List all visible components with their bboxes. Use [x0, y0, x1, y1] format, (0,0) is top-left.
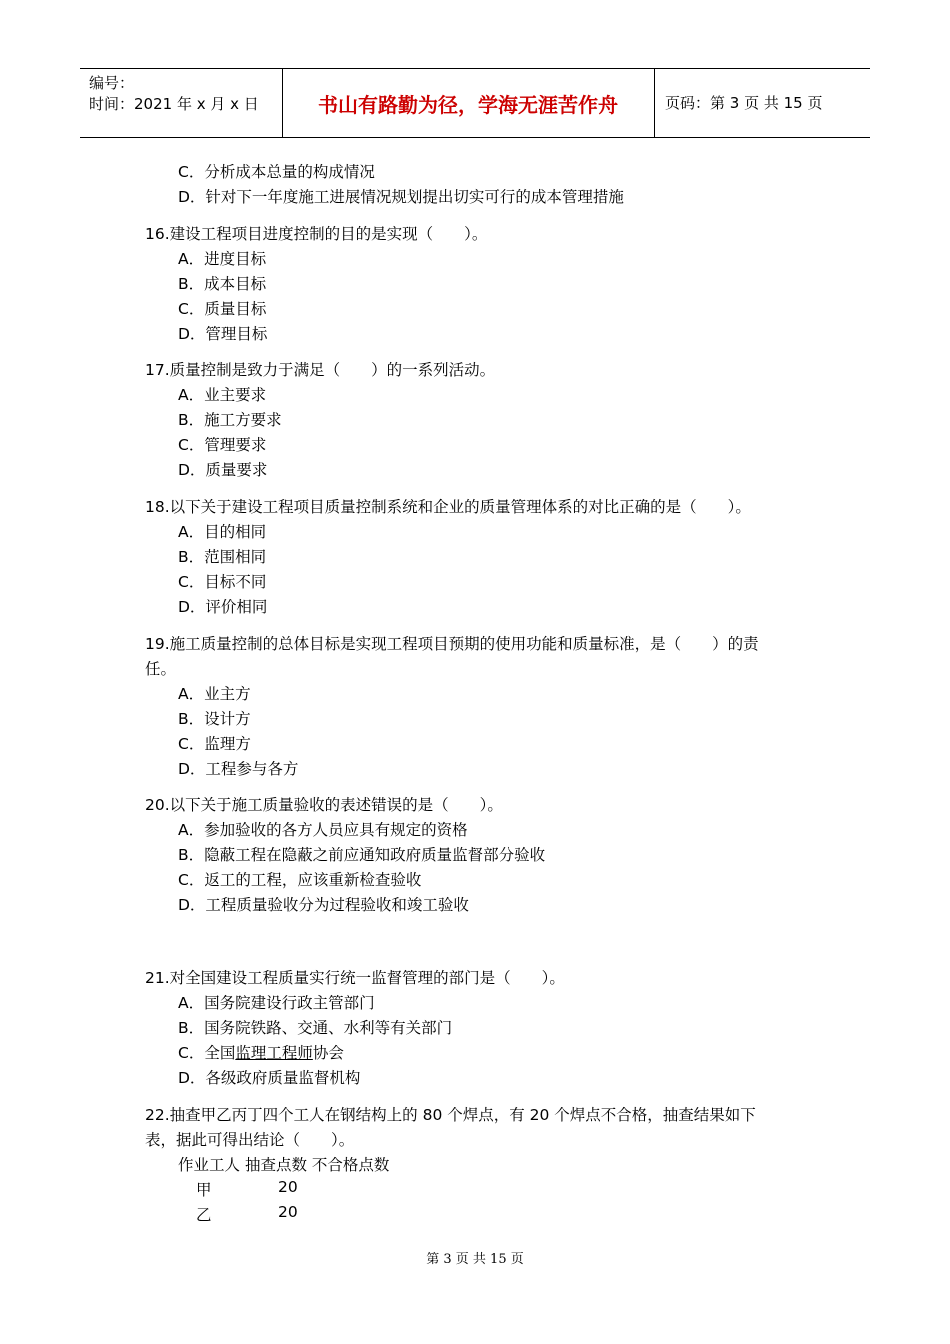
table-cell-worker: 乙: [196, 1206, 212, 1224]
question-17: 17.质量控制是致力于满足（ ）的一系列活动。: [145, 361, 496, 379]
table-header-row: [178, 1153, 389, 1175]
page-footer: 第 3 页 共 15 页: [426, 1252, 524, 1267]
option-suffix: 协会: [312, 1044, 344, 1062]
option-text: C．分析成本总量的构成情况: [178, 163, 375, 181]
option-text: A．目的相同: [178, 523, 267, 541]
option-text: B．设计方: [178, 710, 251, 728]
question-19-continued: 任。: [145, 660, 177, 678]
header-page-info: 页码：第 3 页 共 15 页: [665, 94, 823, 112]
option-text: D．工程参与各方: [178, 760, 299, 778]
question-22: 22.抽查甲乙丙丁四个工人在钢结构上的 80 个焊点，有 20 个焊点不合格，抽查结果如下: [145, 1106, 756, 1124]
option-text: B．范围相同: [178, 548, 267, 566]
option-text: C．目标不同: [178, 573, 267, 591]
option-text: A．参加验收的各方人员应具有规定的资格: [178, 821, 468, 839]
option-text: D．各级政府质量监督机构: [178, 1069, 361, 1087]
table-header-count: 抽查点数: [244, 1156, 307, 1174]
option-text: B．隐蔽工程在隐蔽之前应通知政府质量监督部分验收: [178, 846, 546, 864]
document-date: 时间：2021 年 x 月 x 日: [89, 95, 259, 113]
option-text: C．返工的工程，应该重新检查验收: [178, 871, 422, 889]
page-header: [80, 68, 870, 138]
option-text: B．施工方要求: [178, 411, 282, 429]
option-text: D．评价相同: [178, 598, 268, 616]
option-text: D．管理目标: [178, 325, 268, 343]
option-text: C．监理方: [178, 735, 251, 753]
option-text: D．质量要求: [178, 461, 268, 479]
option-text: A．进度目标: [178, 250, 267, 268]
option-text: D．针对下一年度施工进展情况规划提出切实可行的成本管理措施: [178, 188, 624, 206]
question-19: 19.施工质量控制的总体目标是实现工程项目预期的使用功能和质量标准，是（ ）的责: [145, 635, 759, 653]
question-18: 18.以下关于建设工程项目质量控制系统和企业的质量管理体系的对比正确的是（ ）。: [145, 498, 751, 516]
question-22-continued: 表，据此可得出结论（ ）。: [145, 1131, 355, 1149]
option-text: [178, 1041, 344, 1063]
option-text: C．管理要求: [178, 436, 267, 454]
header-divider-right: [654, 69, 655, 137]
option-text: A．业主要求: [178, 386, 267, 404]
option-text: A．业主方: [178, 685, 251, 703]
underlined-term: 监理工程师: [235, 1044, 313, 1062]
document-number-label: 编号：: [89, 74, 135, 92]
question-20: 20.以下关于施工质量验收的表述错误的是（ ）。: [145, 796, 503, 814]
option-text: B．成本目标: [178, 275, 267, 293]
table-header-worker: 作业工人: [178, 1156, 241, 1174]
table-cell-count: 20: [278, 1178, 298, 1196]
header-motto: 书山有路勤为径，学海无涯苦作舟: [318, 92, 618, 117]
header-meta: [89, 73, 259, 115]
question-16: 16.建设工程项目进度控制的目的是实现（ ）。: [145, 225, 488, 243]
option-text: B．国务院铁路、交通、水利等有关部门: [178, 1019, 453, 1037]
option-text: C．质量目标: [178, 300, 267, 318]
option-text: D．工程质量验收分为过程验收和竣工验收: [178, 896, 469, 914]
table-header-defects: 不合格点数: [311, 1156, 390, 1174]
option-text: A．国务院建设行政主管部门: [178, 994, 375, 1012]
table-cell-count: 20: [278, 1203, 298, 1221]
table-cell-worker: 甲: [196, 1181, 212, 1199]
option-prefix: C．全国: [178, 1044, 236, 1062]
question-21: 21.对全国建设工程质量实行统一监督管理的部门是（ ）。: [145, 969, 565, 987]
